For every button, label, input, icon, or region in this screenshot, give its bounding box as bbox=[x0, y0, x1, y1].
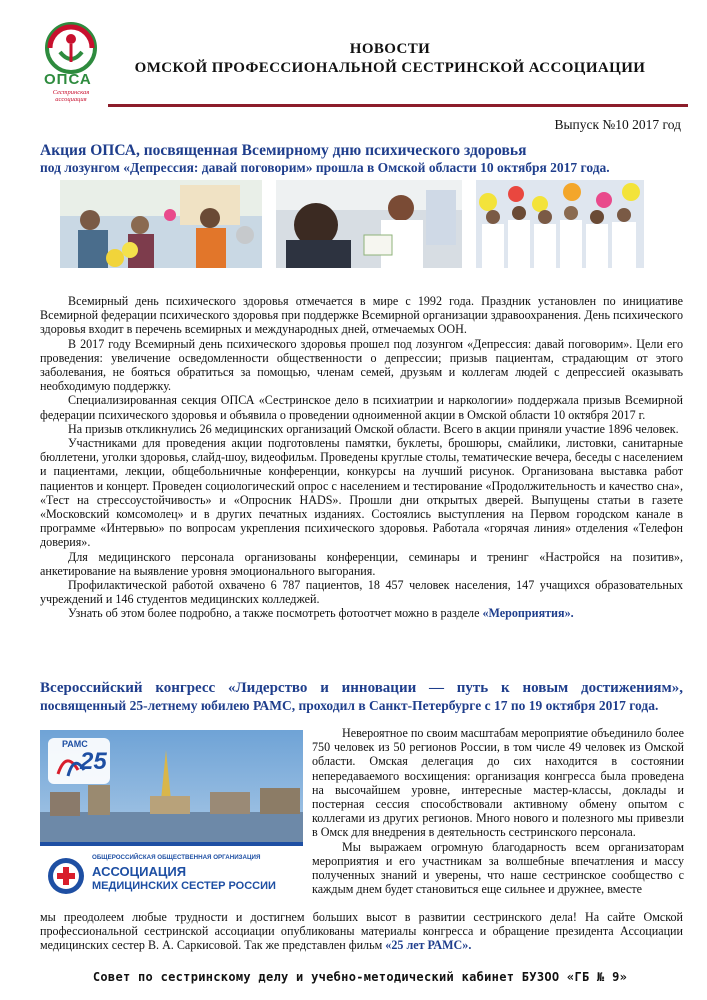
title-line-1: НОВОСТИ bbox=[349, 41, 431, 57]
paragraph: В 2017 году Всемирный день психического здоровья прошел под лозунгом «Депрессия: давай поговорим». Цели его проведения: увеличение осведомленности общественности о депрессии; призыв пациентам, страдающим от этого заболевания, не бояться обратиться за помощью, членам семей, друзьям и коллегам людей с депрессией оказывать необходимую поддержку. bbox=[40, 336, 683, 394]
events-link[interactable]: «Мероприятия». bbox=[482, 606, 574, 621]
photo-event-2 bbox=[276, 180, 462, 268]
logo-text: ОПСА bbox=[44, 71, 92, 88]
logo-caption: Сестринская ассоциация bbox=[52, 89, 90, 103]
title-line-2: ОМСКОЙ ПРОФЕССИОНАЛЬНОЙ СЕСТРИНСКОЙ АССОЦИАЦИИ bbox=[134, 60, 646, 76]
article1-title: Акция ОПСА, посвященная Всемирному дню психического здоровья bbox=[40, 142, 527, 159]
article2-continuation bbox=[40, 910, 683, 953]
banner-name-line-2: МЕДИЦИНСКИХ СЕСТЕР РОССИИ bbox=[92, 880, 276, 892]
paragraph: Специализированная секция ОПСА «Сестринское дело в психиатрии и наркологии» поддержала призыв Всемирной федерации психического здоровья и объявила о проведении одноименной акции в Омской области 10 октября 2017 г. bbox=[40, 393, 683, 422]
header-rule bbox=[108, 104, 688, 107]
paragraph-text: мы преодолеем любые трудности и достигнем больших высот в развитии сестринского дела! На сайте Омской профессиональной сестринской ассоциации опубликованы материалы конгресса и обращение президента Ассоциации медицинских сестер В. А. Саркисовой. Так же представлен фильм bbox=[40, 910, 683, 953]
article2-title: Всероссийский конгресс «Лидерство и инновации — путь к новым достижениям», bbox=[40, 680, 683, 696]
banner-org-line: ОБЩЕРОССИЙСКАЯ ОБЩЕСТВЕННАЯ ОРГАНИЗАЦИЯ bbox=[92, 854, 261, 861]
issue-number: Выпуск №10 2017 год bbox=[554, 117, 681, 132]
article2-heading bbox=[40, 680, 683, 715]
article2-subtitle: посвященный 25-летнему юбилею РАМС, проходил в Санкт-Петербурге с 17 по 19 октября 2017 года. bbox=[40, 698, 659, 713]
rams-logo-number: 25 bbox=[80, 748, 107, 775]
banner-name-line-1: АССОЦИАЦИЯ bbox=[92, 864, 187, 879]
paragraph: Для медицинского персонала организованы конференции, семинары и тренинг «Настройся на позитив», анкетирование на выявление уровня эмоционального выгорания. bbox=[40, 549, 683, 578]
opsa-logo bbox=[38, 22, 104, 102]
paragraph: Профилактической работой охвачено 6 787 пациентов, 18 457 человек населения, 147 учащихся образовательных учреждений и 146 студентов медицинских колледжей. bbox=[40, 578, 683, 607]
paragraph-text: Узнать об этом более подробно, а также посмотреть фотоотчет можно в разделе bbox=[68, 606, 483, 621]
rams-logo: РАМС bbox=[62, 739, 88, 749]
paragraph: На призыв откликнулись 26 медицинских организаций Омской области. Всего в акции приняли участие 1896 человек. bbox=[68, 421, 679, 436]
newsletter-title bbox=[120, 40, 660, 78]
paragraph: Всемирный день психического здоровья отмечается в мире с 1992 года. Праздник установлен по инициативе Всемирной федерации психического здоровья при поддержке Всемирной организации здравоохранения. День психического здоровья входит в перечень всемирных и международных дней, отмечаемых ООН. bbox=[40, 294, 683, 337]
film-link[interactable]: «25 лет РАМС». bbox=[385, 938, 472, 953]
footer: Совет по сестринскому делу и учебно-методический кабинет БУЗОО «ГБ № 9» bbox=[92, 970, 628, 984]
article1-subtitle: под лозунгом «Депрессия: давай поговорим» прошла в Омской области 10 октября 2017 года. bbox=[40, 160, 610, 175]
paragraph: Мы выражаем огромную благодарность всем организаторам мероприятия и его участникам за волшебные впечатления и массу полученных знаний и уверены, что наше сестринское сообщество с каждым днем будет становиться еще сильнее и дружнее, вместе bbox=[312, 839, 684, 897]
rams-banner bbox=[40, 730, 303, 906]
photo-event-3 bbox=[476, 180, 644, 268]
photo-event-1 bbox=[60, 180, 262, 268]
paragraph: Участниками для проведения акции подготовлены памятки, буклеты, брошюры, смайлики, листовки, санитарные бюллетени, уголки здоровья, слайд-шоу, видеофильм. Проведены круглые столы, тематические вечера, беседы с населением и пациентами, лекции, общебольничные конференции, конкурсы на лучший рисунок. Организована выставка работ пациентов и концерт. Проведен социологический опрос с населением и тестирование «Продолжительность и качество сна», «Тест на стрессоустойчивость» и «Опросник HADS». Прошли дни открытых дверей. Выпущены статьи в газете «Московский комсомолец» и в других печатных изданиях. Состоялись выступления на Первом городском канале в программе «Интервью» по вопросам укрепления психического здоровья. Работала «горячая линия» отделения «Телефон доверия». bbox=[40, 436, 683, 550]
paragraph-with-link bbox=[40, 606, 683, 620]
paragraph: Невероятное по своим масштабам мероприятие объединило более 750 человек из 50 регионов России, в том числе 49 человек из Омской области. Омская делегация до сих находится в состоянии непередаваемого восхищения: организация конгресса была проведена на высочайшем уровне, интересные мастер-классы, доклады и постерная сессия способствовали активному обмену опытом с коллегами из других регионов. Много нового и полезного мы привезли в Омск для внедрения в деятельность сестринского персонала. bbox=[312, 726, 684, 840]
article2-body bbox=[312, 726, 684, 896]
article1-body bbox=[40, 294, 683, 621]
